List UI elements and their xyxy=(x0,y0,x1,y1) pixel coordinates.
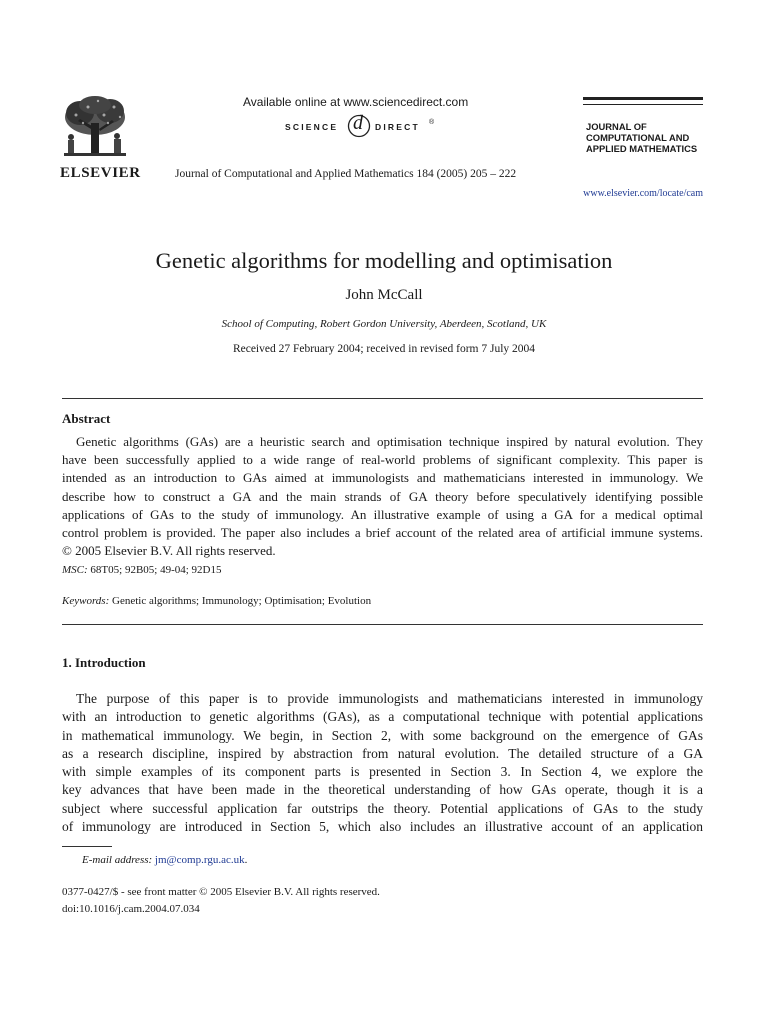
doi: doi:10.1016/j.cam.2004.07.034 xyxy=(62,903,200,915)
intro-line: with an introduction to genetic algorithms (GAs), as a computational technique with potential applications xyxy=(62,709,703,725)
available-online-text: Available online at www.sciencedirect.com xyxy=(243,95,469,109)
keywords-value: Genetic algorithms; Immunology; Optimisation; Evolution xyxy=(112,595,372,607)
abstract-line: Genetic algorithms (GAs) are a heuristic search and optimisation technique inspired by natural evolution. They xyxy=(76,434,703,449)
journal-header-rule xyxy=(583,97,703,100)
msc-value: 68T05; 92B05; 49-04; 92D15 xyxy=(90,564,222,576)
paper-title: Genetic algorithms for modelling and optimisation xyxy=(155,248,613,273)
tree-logo-icon xyxy=(58,95,132,165)
sciencedirect-logo xyxy=(285,112,445,141)
author-affiliation: School of Computing, Robert Gordon University, Aberdeen, Scotland, UK xyxy=(221,318,547,330)
journal-url-link[interactable]: www.elsevier.com/locate/cam xyxy=(583,188,703,199)
intro-line: The purpose of this paper is to provide immunologists and mathematicians interested in immunology xyxy=(76,691,703,706)
front-matter-notice: 0377-0427/$ - see front matter © 2005 Elsevier B.V. All rights reserved. xyxy=(62,886,380,898)
journal-title-line: COMPUTATIONAL AND xyxy=(586,132,690,143)
section-heading-introduction: 1. Introduction xyxy=(62,655,146,670)
abstract-heading: Abstract xyxy=(62,411,111,426)
abstract-line: intended as an introduction to GAs aimed at immunologists and mathematicians interested in immunology. We xyxy=(62,470,703,486)
email-label: E-mail address: xyxy=(82,854,153,866)
email-footnote xyxy=(82,854,247,866)
sciencedirect-mark: d xyxy=(347,110,371,138)
publisher-name: ELSEVIER xyxy=(60,165,141,181)
abstract-line: control problem is provided. The paper also includes a brief account of the related area of artificial immune systems. xyxy=(62,524,703,540)
registered-mark: ® xyxy=(429,119,435,126)
intro-line: of immunology are introduced in Section 5, which also includes an illustrative account of an application xyxy=(62,819,703,835)
journal-header-rule-thin xyxy=(583,104,703,105)
author-name: John McCall xyxy=(345,287,423,303)
msc-classification xyxy=(62,564,222,576)
footnote-rule xyxy=(62,846,112,847)
sciencedirect-right-word: DIRECT xyxy=(375,122,420,132)
intro-line: with simple examples of its component parts is presented in Section 3. In Section 4, we explore the xyxy=(62,764,703,780)
journal-title xyxy=(586,121,711,154)
abstract-bottom-rule xyxy=(62,624,703,625)
keywords-label: Keywords: xyxy=(62,595,110,607)
intro-line: in mathematical immunology. We begin, in Section 2, with some background on the emergence of GAs xyxy=(62,727,703,743)
abstract-top-rule xyxy=(62,398,703,399)
journal-title-line: APPLIED MATHEMATICS xyxy=(586,143,698,154)
keywords xyxy=(62,595,371,607)
journal-title-line: JOURNAL OF xyxy=(586,121,647,132)
intro-line: as a research discipline, inspired by abstraction from natural evolution. The detailed structure of a GA xyxy=(62,745,703,761)
intro-line: subject where successful application far outstrips the theory. Potential applications of GAs to the study xyxy=(62,800,703,816)
email-link[interactable]: jm@comp.rgu.ac.uk xyxy=(154,854,245,866)
abstract-line: applications of GAs to the study of immunology. An illustrative example of using a GA for a medical optimal xyxy=(62,506,703,522)
abstract-line: describe how to construct a GA and the main strands of GA theory before speculatively identifying possible xyxy=(62,488,703,504)
sciencedirect-left-word: SCIENCE xyxy=(285,122,339,132)
journal-citation: Journal of Computational and Applied Mathematics 184 (2005) 205 – 222 xyxy=(175,168,517,180)
abstract-body xyxy=(62,433,703,560)
intro-line: key advances that have been made in the theoretical understanding of how GAs operate, though it is a xyxy=(62,782,703,798)
introduction-body xyxy=(62,690,703,836)
elsevier-tree-logo xyxy=(58,95,132,165)
email-period: . xyxy=(244,854,248,866)
copyright-line: © 2005 Elsevier B.V. All rights reserved. xyxy=(62,543,276,559)
msc-label: MSC: xyxy=(62,564,88,576)
abstract-line: have been successfully applied to a wide range of real-world problems of significant complexity. This paper is xyxy=(62,452,703,468)
received-dates: Received 27 February 2004; received in revised form 7 July 2004 xyxy=(232,343,536,355)
